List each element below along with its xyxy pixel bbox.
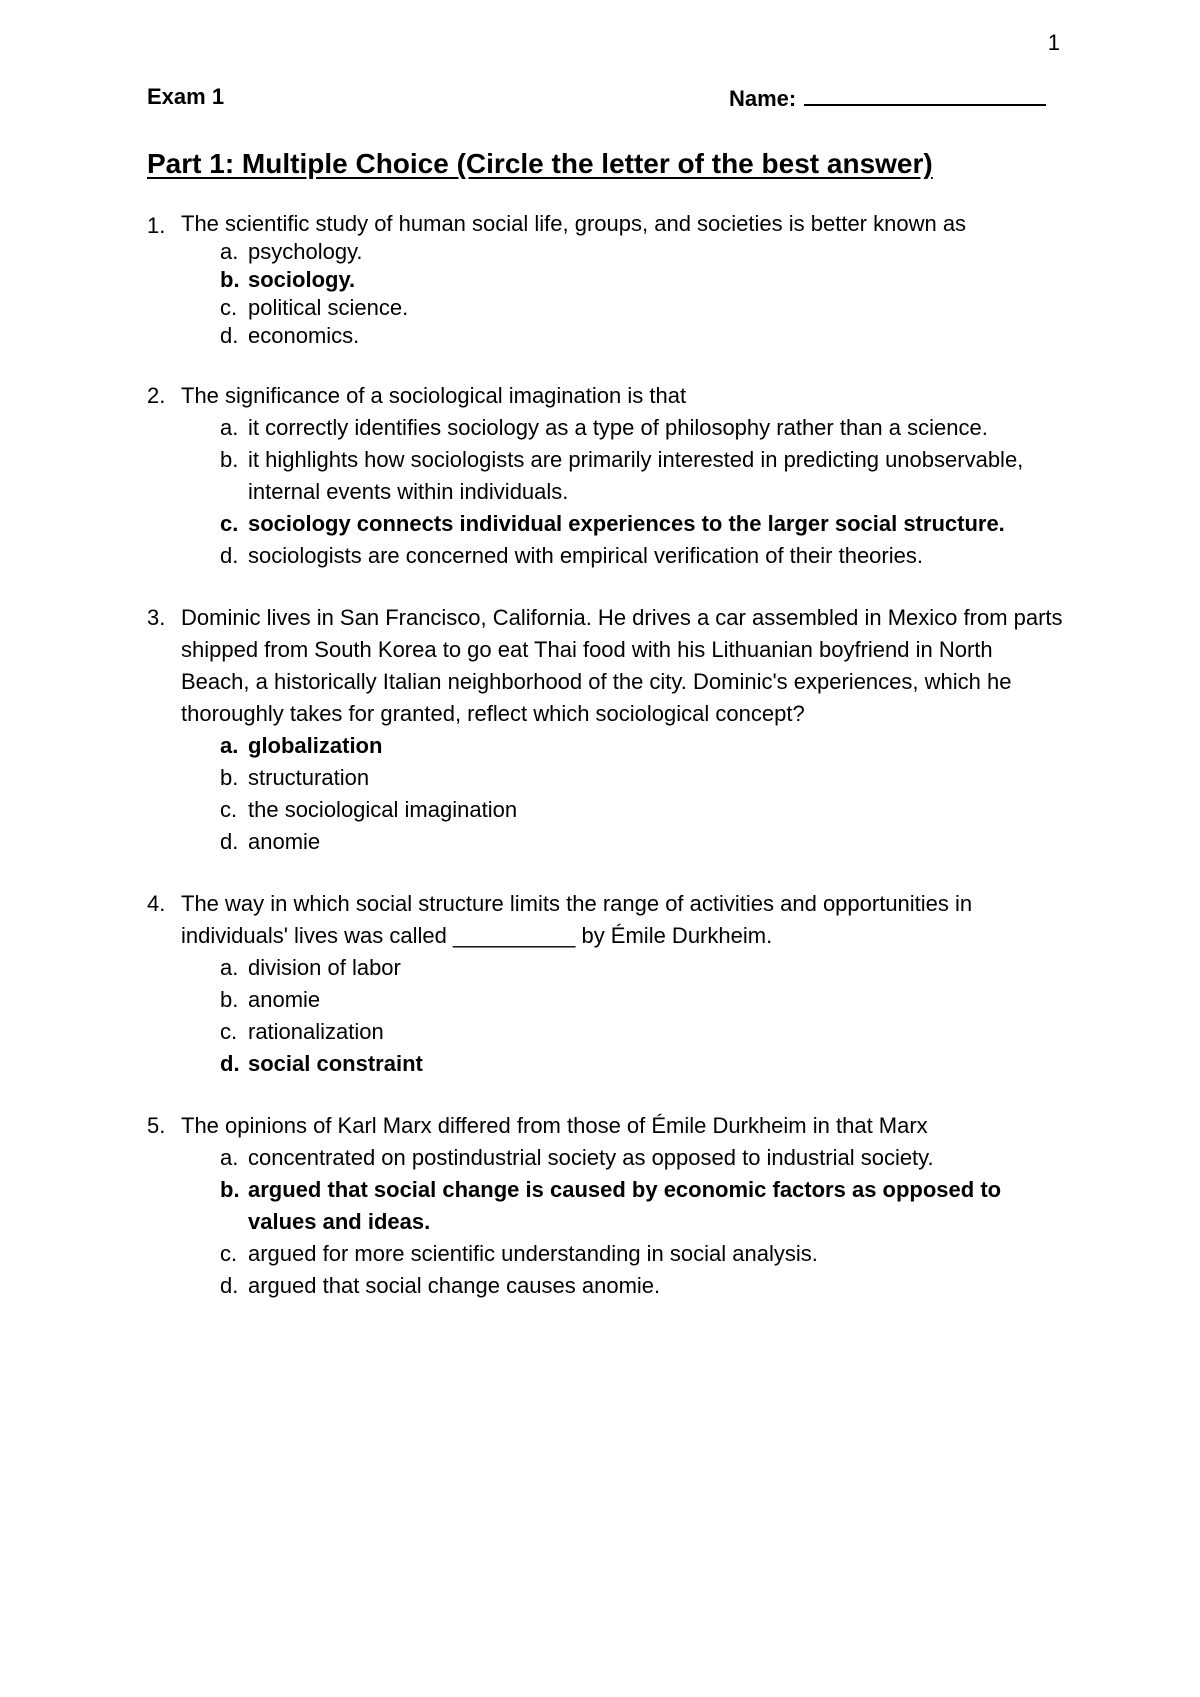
option-text: anomie [248,987,321,1012]
question-4 [147,888,1067,1080]
option-1d[interactable] [220,322,1067,350]
option-text: concentrated on postindustrial society as opposed to industrial society. [248,1145,934,1170]
option-letter: a. [220,1145,239,1170]
option-letter: a. [220,955,239,980]
name-label: Name: [729,86,797,111]
question-number: 5. [147,1113,166,1138]
part-title: Part 1: Multiple Choice (Circle the letter of the best answer) [147,148,933,179]
question-number: 3. [147,605,166,630]
option-text: argued that social change is caused by economic factors as opposed to values and ideas. [248,1177,1002,1234]
option-2d[interactable] [220,540,1067,572]
name-field [729,84,1046,112]
option-list [181,952,1067,1080]
option-3a[interactable] [220,730,1067,762]
question-number: 1. [147,213,166,238]
option-letter: a. [220,239,239,264]
question-number: 4. [147,891,166,916]
option-letter: d. [220,323,239,348]
option-3c[interactable] [220,794,1067,826]
option-text: argued for more scientific understanding in social analysis. [248,1241,818,1266]
question-list [147,210,1067,1332]
option-text: sociology connects individual experiences to the larger social structure. [248,511,1005,536]
option-letter: a. [220,733,239,758]
option-letter: a. [220,415,239,440]
option-2a[interactable] [220,412,1067,444]
option-text: the sociological imagination [248,797,518,822]
option-5c[interactable] [220,1238,1067,1270]
option-4b[interactable] [220,984,1067,1016]
option-letter: d. [220,543,239,568]
option-3d[interactable] [220,826,1067,858]
option-5a[interactable] [220,1142,1067,1174]
option-text: structuration [248,765,370,790]
option-5b[interactable] [220,1174,1067,1238]
name-blank-line[interactable] [804,84,1046,106]
option-letter: d. [220,1273,239,1298]
option-1a[interactable] [220,238,1067,266]
option-3b[interactable] [220,762,1067,794]
option-text: political science. [248,295,409,320]
option-letter: b. [220,267,240,292]
option-5d[interactable] [220,1270,1067,1302]
option-letter: b. [220,1177,240,1202]
option-letter: b. [220,987,239,1012]
question-5 [147,1110,1067,1302]
option-4a[interactable] [220,952,1067,984]
exam-title: Exam 1 [147,84,225,109]
option-list [181,412,1067,572]
option-text: division of labor [248,955,401,980]
option-letter: d. [220,829,239,854]
question-2 [147,380,1067,572]
question-text: The way in which social structure limits the range of activities and opportunities in individuals' lives was called __________ by Émile Durkheim. [181,891,973,948]
option-letter: c. [220,511,239,536]
option-letter: c. [220,295,238,320]
question-text: The opinions of Karl Marx differed from those of Émile Durkheim in that Marx [181,1113,928,1138]
option-text: rationalization [248,1019,384,1044]
option-4d[interactable] [220,1048,1067,1080]
question-3 [147,602,1067,858]
option-1c[interactable] [220,294,1067,322]
option-4c[interactable] [220,1016,1067,1048]
option-text: globalization [248,733,383,758]
option-text: economics. [248,323,360,348]
question-number: 2. [147,383,166,408]
question-text: The significance of a sociological imagination is that [181,383,687,408]
option-text: it highlights how sociologists are primarily interested in predicting unobservable, internal events within individuals. [248,447,1024,504]
option-2b[interactable] [220,444,1067,508]
question-text: Dominic lives in San Francisco, California. He drives a car assembled in Mexico from parts shipped from South Korea to go eat Thai food with his Lithuanian boyfriend in North Beach, a historically Italian neighborhood of the city. Dominic's experiences, which he thoroughly takes for granted, reflect which sociological concept? [181,605,1063,726]
option-text: psychology. [248,239,363,264]
option-letter: c. [220,1019,238,1044]
option-letter: b. [220,447,239,472]
option-letter: c. [220,797,238,822]
question-1 [147,210,1067,350]
option-letter: c. [220,1241,238,1266]
question-text: The scientific study of human social life, groups, and societies is better known as [181,211,967,236]
option-text: sociology. [248,267,356,292]
option-list [181,1142,1067,1302]
option-list [181,730,1067,858]
option-1b[interactable] [220,266,1067,294]
option-letter: b. [220,765,239,790]
exam-header [147,84,1053,114]
option-text: social constraint [248,1051,423,1076]
option-text: sociologists are concerned with empirical verification of their theories. [248,543,923,568]
option-letter: d. [220,1051,240,1076]
page-number: 1 [1047,30,1060,55]
option-list [181,238,1067,350]
option-text: anomie [248,829,321,854]
option-text: it correctly identifies sociology as a type of philosophy rather than a science. [248,415,988,440]
option-2c[interactable] [220,508,1067,540]
option-text: argued that social change causes anomie. [248,1273,661,1298]
